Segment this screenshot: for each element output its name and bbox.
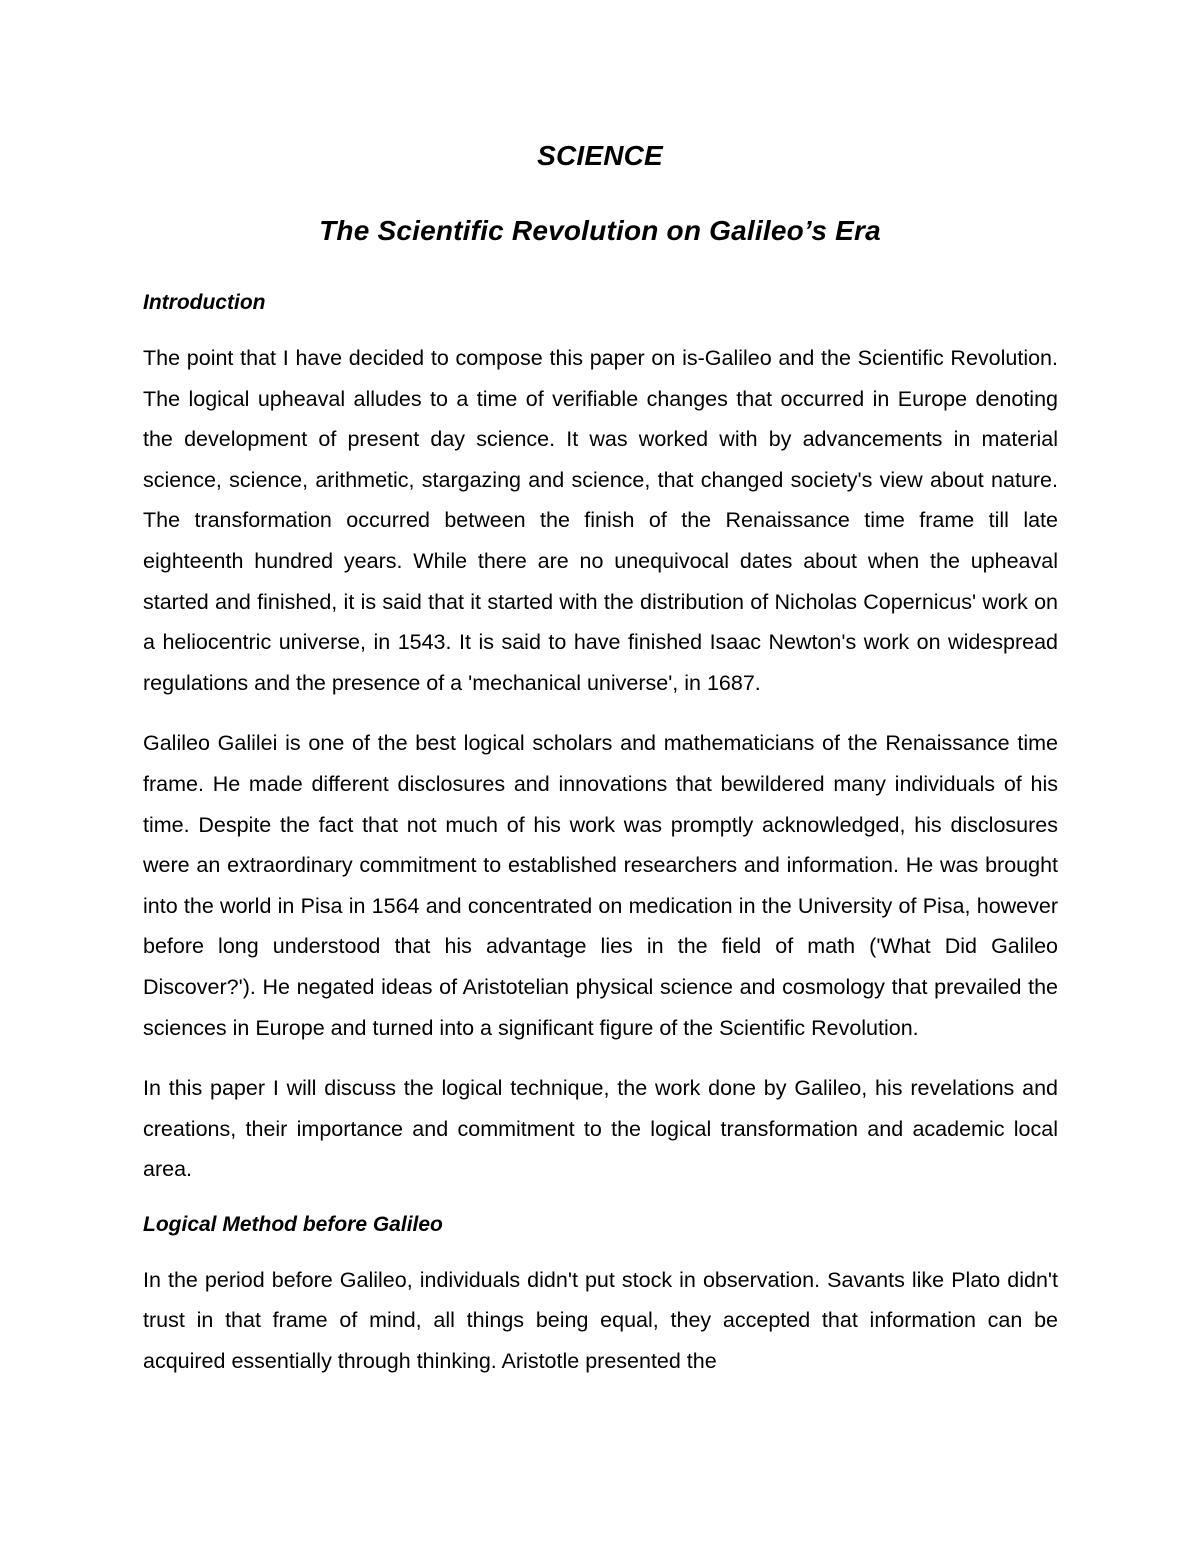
section-heading: Logical Method before Galileo [143,1212,443,1236]
document-subtitle: The Scientific Revolution on Galileo’s Era [319,215,881,246]
section-logical-method [143,1210,1058,1382]
document-body [143,288,1058,1402]
paragraph: Galileo Galilei is one of the best logical scholars and mathematicians of the Renaissance time frame. He made different disclosures and innovations that bewildered many individuals of his time. Despite the fact that not much of his work was promptly acknowledged, his disclosures were an extraordinary commitment to established researchers and information. He was brought into the world in Pisa in 1564 and concentrated on medication in the University of Pisa, however before long understood that his advantage lies in the field of math ('What Did Galileo Discover?'). He negated ideas of Aristotelian physical science and cosmology that prevailed the sciences in Europe and turned into a significant figure of the Scientific Revolution. [143,731,1058,1040]
paragraph: In this paper I will discuss the logical technique, the work done by Galileo, his revelations and creations, their importance and commitment to the logical transformation and academic local area. [143,1076,1058,1182]
section-heading: Introduction [143,291,266,314]
paragraph: The point that I have decided to compose this paper on is-Galileo and the Scientific Revolution. The logical upheaval alludes to a time of verifiable changes that occurred in Europe denoting the development of present day science. It was worked with by advancements in material science, science, arithmetic, stargazing and science, that changed society's view about nature. The transformation occurred between the finish of the Renaissance time frame till late eighteenth hundred years. While there are no unequivocal dates about when the upheaval started and finished, it is said that it started with the distribution of Nicholas Copernicus' work on a heliocentric universe, in 1543. It is said to have finished Isaac Newton's work on widespread regulations and the presence of a 'mechanical universe', in 1687. [143,346,1058,695]
section-introduction [143,288,1058,1190]
document-title: SCIENCE [537,140,663,171]
paragraph: In the period before Galileo, individuals didn't put stock in observation. Savants like Plato didn't trust in that frame of mind, all things being equal, they accepted that information can be acquired essentially through thinking. Aristotle presented the [143,1267,1058,1374]
